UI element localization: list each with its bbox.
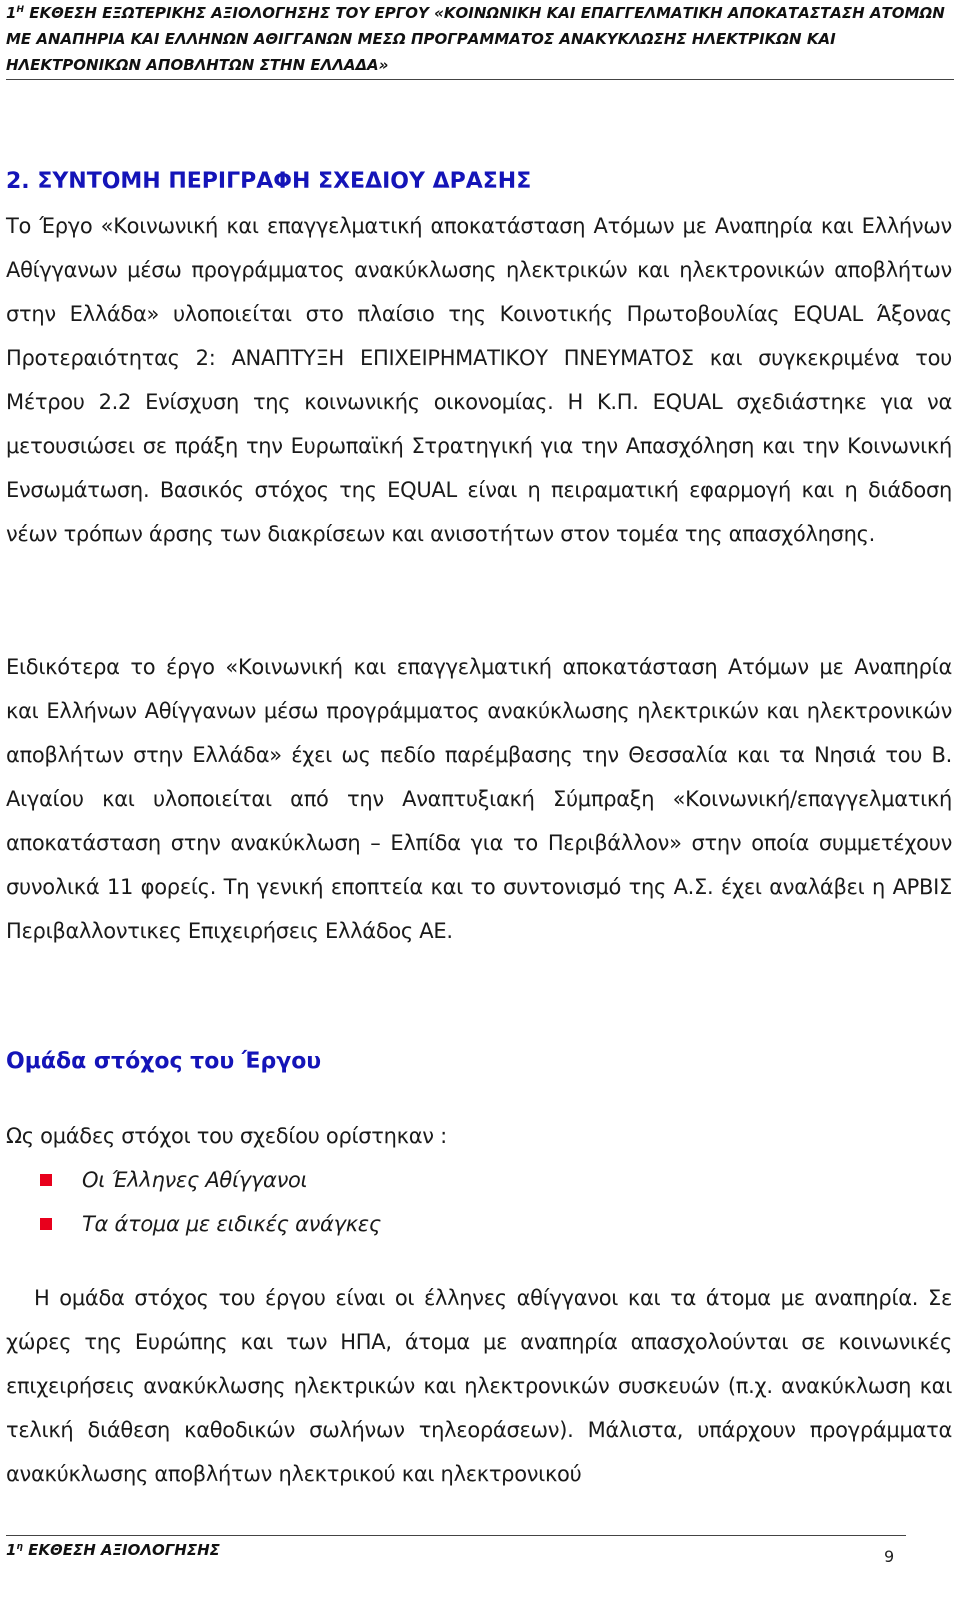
section-heading: 2. ΣΥΝΤΟΜΗ ΠΕΡΙΓΡΑΦΗ ΣΧΕΔΙΟΥ ΔΡΑΣΗΣ — [6, 169, 532, 194]
page-header — [6, 0, 952, 78]
paragraph-target-group: Η ομάδα στόχος του έργου είναι οι έλληνες αθίγγανοι και τα άτομα με αναπηρία. Σε χώρες της Ευρώπης και των ΗΠΑ, άτομα με αναπηρία απασχολούνται σε κοινωνικές επιχειρήσεις ανακύκλωσης ηλεκτρικών και ηλεκτρονικών συσκευών (π.χ. ανακύκλωση και τελική διάθεση καθοδικών σωλήνων τηλεοράσεων). Μάλιστα, υπάρχουν προγράμματα ανακύκλωσης αποβλήτων ηλεκτρικού και ηλεκτρονικού — [6, 1286, 952, 1486]
target-group-intro: Ως ομάδες στόχοι του σχεδίου ορίστηκαν : — [6, 1124, 447, 1148]
footer-title: ΕΚΘΕΣΗ ΑΞΙΟΛΟΓΗΣΗΣ — [22, 1541, 220, 1559]
list-item — [40, 1202, 381, 1246]
red-square-bullet-icon — [40, 1218, 52, 1230]
footer-superscript: η — [16, 1542, 23, 1552]
header-title: ΕΚΘΕΣΗ ΕΞΩΤΕΡΙΚΗΣ ΑΞΙΟΛΟΓΗΣΗΣ ΤΟΥ ΕΡΓΟΥ «ΚΟΙΝΩΝΙΚΗ ΚΑΙ ΕΠΑΓΓΕΛΜΑΤΙΚΗ ΑΠΟΚΑΤΑΣΤΑΣΗ ΑΤΟΜΩΝ ΜΕ ΑΝΑΠΗΡΙΑ ΚΑΙ ΕΛΛΗΝΩΝ ΑΘΙΓΓΑΝΩΝ ΜΕΣΩ ΠΡΟΓΡΑΜΜΑΤΟΣ ΑΝΑΚΥΚΛΩΣΗΣ ΗΛΕΚΤΡΙΚΩΝ ΚΑΙ ΗΛΕΚΤΡΟΝΙΚΩΝ ΑΠΟΒΛΗΤΩΝ ΣΤΗΝ ΕΛΛΑΔΑ» — [6, 4, 945, 74]
list-item-text: Οι Έλληνες Αθίγγανοι — [82, 1168, 308, 1192]
target-group-heading: Ομάδα στόχος του Έργου — [6, 1049, 322, 1074]
header-number: 1 — [6, 4, 17, 22]
list-item — [40, 1158, 381, 1202]
red-square-bullet-icon — [40, 1174, 52, 1186]
page-number: 9 — [884, 1547, 895, 1566]
footer-number: 1 — [6, 1541, 17, 1559]
paragraph-project-description: Το Έργο «Κοινωνική και επαγγελματική αποκατάσταση Ατόμων με Αναπηρία και Ελλήνων Αθίγγανων μέσω προγράμματος ανακύκλωσης ηλεκτρικών και ηλεκτρονικών αποβλήτων στην Ελλάδα» υλοποιείται στο πλαίσιο της Κοινοτικής Πρωτοβουλίας EQUAL Άξονας Προτεραιότητας 2: ΑΝΑΠΤΥΞΗ ΕΠΙΧΕΙΡΗΜΑΤΙΚΟΥ ΠΝΕΥΜΑΤΟΣ και συγκεκριμένα του Μέτρου 2.2 Ενίσχυση της κοινωνικής οικονομίας. Η Κ.Π. EQUAL σχεδιάστηκε για να μετουσιώσει σε πράξη την Ευρωπαϊκή Στρατηγική για την Απασχόληση και την Κοινωνική Ενσωμάτωση. Βασικός στόχος της EQUAL είναι η πειραματική εφαρμογή και η διάδοση νέων τρόπων άρσης των διακρίσεων και ανισοτήτων στον τομέα της απασχόλησης. — [6, 214, 952, 546]
footer-divider — [6, 1535, 906, 1536]
header-divider — [6, 79, 954, 80]
list-item-text: Τα άτομα με ειδικές ανάγκες — [82, 1212, 381, 1236]
paragraph-project-scope: Ειδικότερα το έργο «Κοινωνική και επαγγελματική αποκατάσταση Ατόμων με Αναπηρία και Ελλήνων Αθίγγανων μέσω προγράμματος ανακύκλωσης ηλεκτρικών και ηλεκτρονικών αποβλήτων στην Ελλάδα» έχει ως πεδίο παρέμβασης την Θεσσαλία και τα Νησιά του Β. Αιγαίου και υλοποιείται από την Αναπτυξιακή Σύμπραξη «Κοινωνική/επαγγελματική αποκατάσταση στην ανακύκλωση – Ελπίδα για το Περιβάλλον» στην οποία συμμετέχουν συνολικά 11 φορείς. Τη γενική εποπτεία και το συντονισμό της Α.Σ. έχει αναλάβει η ΑΡΒΙΣ Περιβαλλοντικες Επιχειρήσεις Ελλάδος ΑΕ. — [6, 655, 952, 943]
header-superscript: Η — [16, 5, 24, 15]
page-footer — [6, 1537, 220, 1563]
target-group-list — [40, 1158, 381, 1246]
